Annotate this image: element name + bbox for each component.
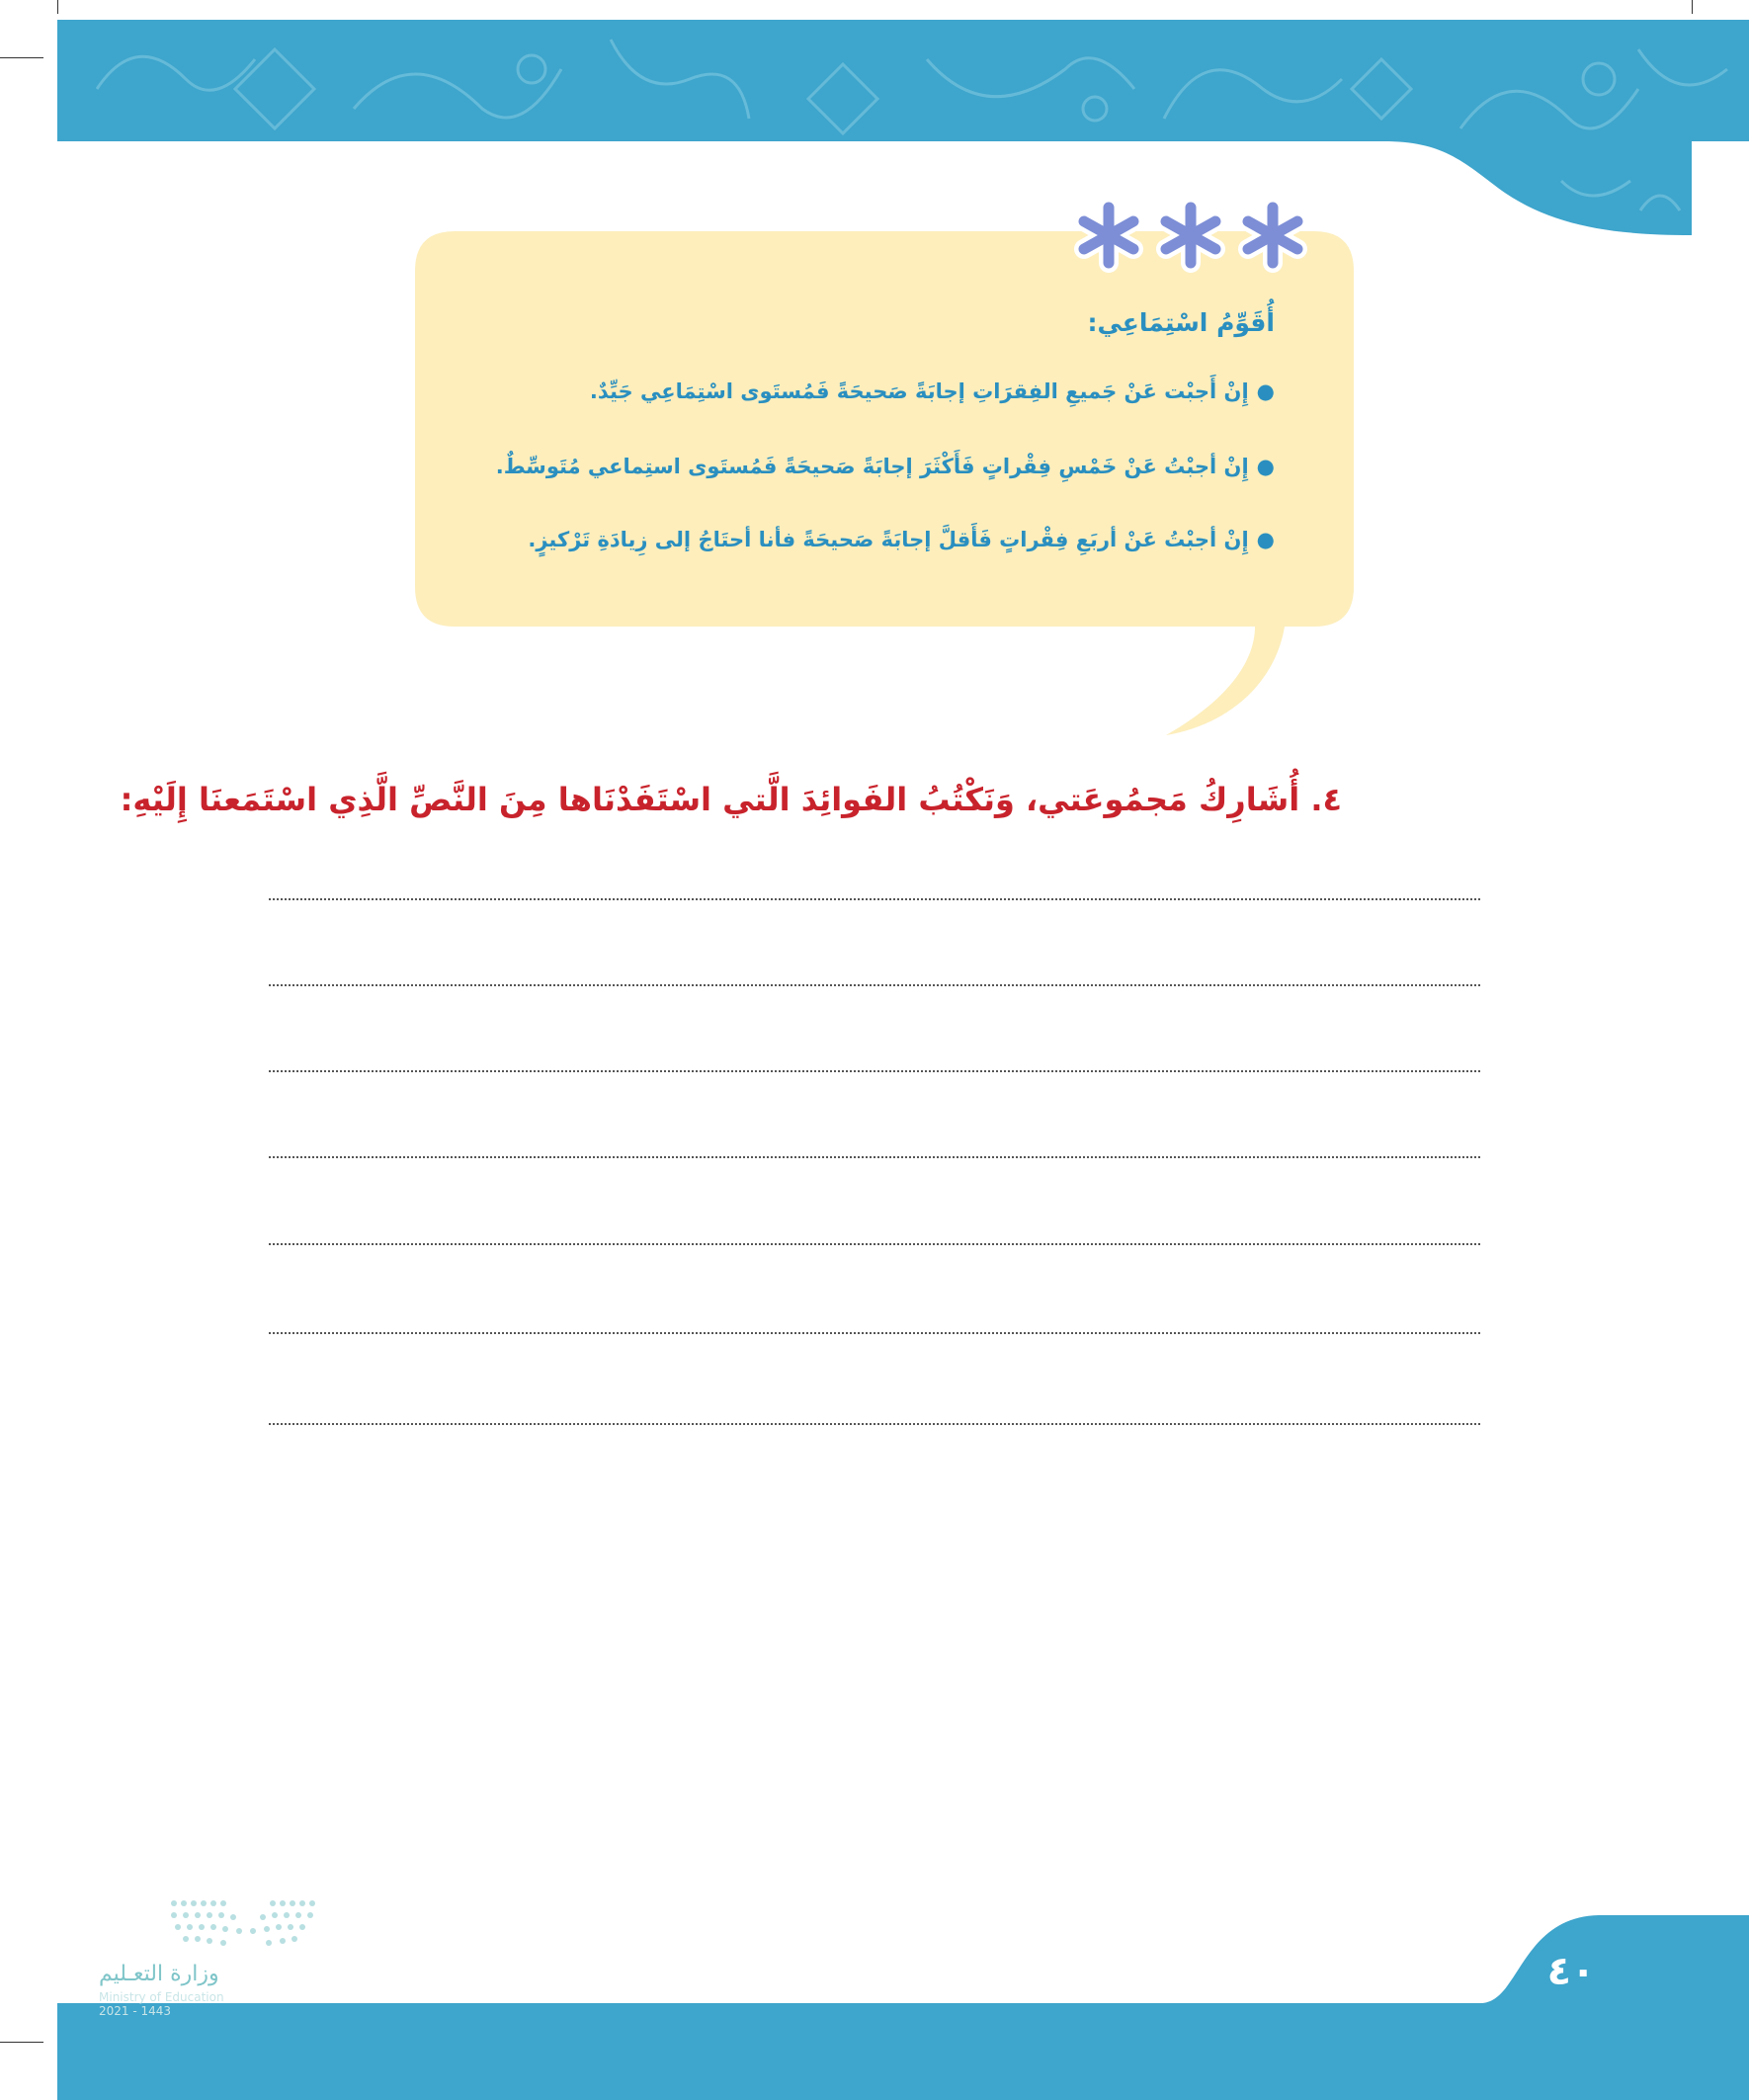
bullet-icon: ● bbox=[1256, 455, 1275, 478]
asterisks-icon bbox=[1067, 196, 1314, 275]
answer-line[interactable] bbox=[269, 898, 1480, 900]
crop-mark bbox=[57, 0, 58, 14]
answer-line[interactable] bbox=[269, 1243, 1480, 1245]
bullet-icon: ● bbox=[1256, 379, 1275, 403]
question-4: ٤. أُشَارِكُ مَجمُوعَتي، وَنَكْتُبُ الفَوائِدَ الَّتي اسْتَفَدْنَاها مِنَ النَّصِّ الَّذِي اسْتَمَعنَا إِلَيْهِ: bbox=[120, 781, 1342, 818]
criterion-text: إِنْ أجبْتُ عَنْ أربَعِ فِقْراتٍ فَأَقلَّ إجابَةً صَحيحَةً فأنا أحتَاجُ إلى زِيادَةِ تَرْكيزٍ. bbox=[528, 528, 1249, 551]
answer-line[interactable] bbox=[269, 1332, 1480, 1334]
crop-mark bbox=[0, 57, 43, 58]
answer-line[interactable] bbox=[269, 1070, 1480, 1072]
answer-line[interactable] bbox=[269, 1423, 1480, 1425]
criterion-item bbox=[528, 528, 1275, 551]
header-curve bbox=[1383, 141, 1749, 250]
criterion-text: إِنْ أجبْتُ عَنْ خَمْسِ فِقْراتٍ فَأَكْثَرَ إجابَةً صَحيحَةً فَمُستَوى استِماعي مُتَوسِّطٌ. bbox=[495, 455, 1249, 478]
criterion-item bbox=[590, 379, 1275, 403]
ministry-sub bbox=[99, 1990, 224, 2018]
page-number: ٤٠ bbox=[1546, 1949, 1596, 1994]
criterion-text: إِنْ أَجبْت عَنْ جَميعِ الفِقرَاتِ إجابَةً صَحيحَةً فَمُستَوى اسْتِمَاعِي جَيِّدٌ. bbox=[589, 379, 1249, 403]
crop-mark bbox=[1692, 0, 1693, 14]
self-evaluation-box bbox=[415, 231, 1354, 627]
header-band bbox=[57, 20, 1749, 141]
bullet-icon: ● bbox=[1256, 528, 1275, 551]
ministry-year: 2021 - 1443 bbox=[99, 2004, 172, 2018]
ministry-name: وزارة التعـليم bbox=[99, 1962, 219, 1986]
self-evaluation-title: أُقَوِّمُ اسْتِمَاعِي: bbox=[1087, 308, 1275, 337]
ministry-english: Ministry of Education bbox=[99, 1990, 224, 2004]
crop-mark bbox=[0, 2042, 43, 2043]
answer-line[interactable] bbox=[269, 984, 1480, 986]
criterion-item bbox=[496, 455, 1275, 478]
answer-line[interactable] bbox=[269, 1156, 1480, 1158]
